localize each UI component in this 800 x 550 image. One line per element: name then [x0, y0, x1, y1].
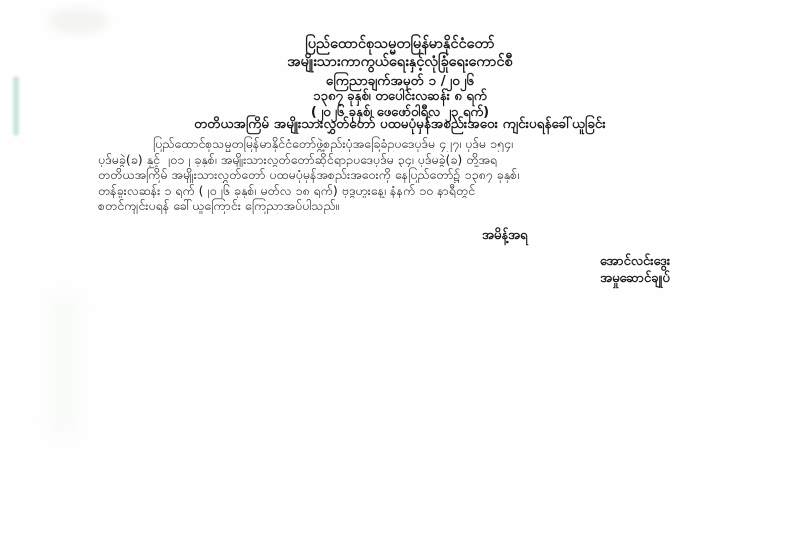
scan-smudge-left [44, 290, 84, 440]
council-name: အမျိုးသားကာကွယ်ရေးနှင့်လုံခြုံရေးကောင်စီ [287, 53, 513, 70]
signatory-name: အောင်လင်းဒွေး [599, 254, 671, 269]
date-gregorian: (၂၀၂၆ ခုနှစ်၊ ဖေဖော်ဝါရီလ ၂၃ ရက်) [310, 104, 490, 120]
announcement-number: ကြေညာချက်အမှတ် ၁ /၂၀၂၆ [325, 73, 475, 89]
body-line-5: စတင်ကျင်းပရန် ခေါ်ယူကြောင်း ကြေညာအပ်ပါသည်။ [98, 198, 340, 213]
state-name: ပြည်ထောင်စုသမ္မတမြန်မာနိုင်ငံတော် [305, 36, 495, 52]
signature-block [560, 253, 710, 287]
date-myanmar-era: ၁၃၈၇ ခုနှစ်၊ တပေါင်းလဆန်း ၈ ရက် [313, 89, 487, 104]
body-paragraph [98, 136, 704, 214]
body-line-3: တတိယအကြိမ် အမျိုးသားလွှတ်တော် ပထမပုံမှန်အစည်းအဝေးကို နေပြည်တော်၌ ၁၃၈၇ ခုနှစ်၊ [98, 167, 520, 182]
body-line-2: ပုဒ်မခွဲ(ခ) နှင့် ၂၀၁၂ ခုနှစ်၊ အမျိုးသားလွှတ်တော်ဆိုင်ရာဥပဒေပုဒ်မ ၃၄၊ ပုဒ်မခွဲ(ခ) တို့အရ [98, 151, 498, 167]
body-line-4: တန်ခူးလဆန်း ၁ ရက် (၂၀၂၆ ခုနှစ်၊ မတ်လ ၁၈ ရက်) ဗုဒ္ဓဟူးနေ့၊ နံနက် ၁၀ နာရီတွင် [98, 182, 476, 198]
document-header [0, 36, 800, 120]
by-order-label: အမိန့်အရ [482, 228, 528, 243]
scan-smudge-top [48, 8, 108, 34]
document-title: တတိယအကြိမ် အမျိုးသားလွှတ်တော် ပထမပုံမှန်အစည်းအဝေး ကျင်းပရန်ခေါ်ယူခြင်း [194, 116, 606, 132]
signatory-title: အမှုဆောင်ချုပ် [600, 271, 670, 286]
body-line-1: ပြည်ထောင်စုသမ္မတမြန်မာနိုင်ငံတော်ဖွဲ့စည်းပုံအခြေခံဥပဒေပုဒ်မ ၄၂၇၊ ပုဒ်မ ၁၅၄၊ [153, 136, 513, 151]
